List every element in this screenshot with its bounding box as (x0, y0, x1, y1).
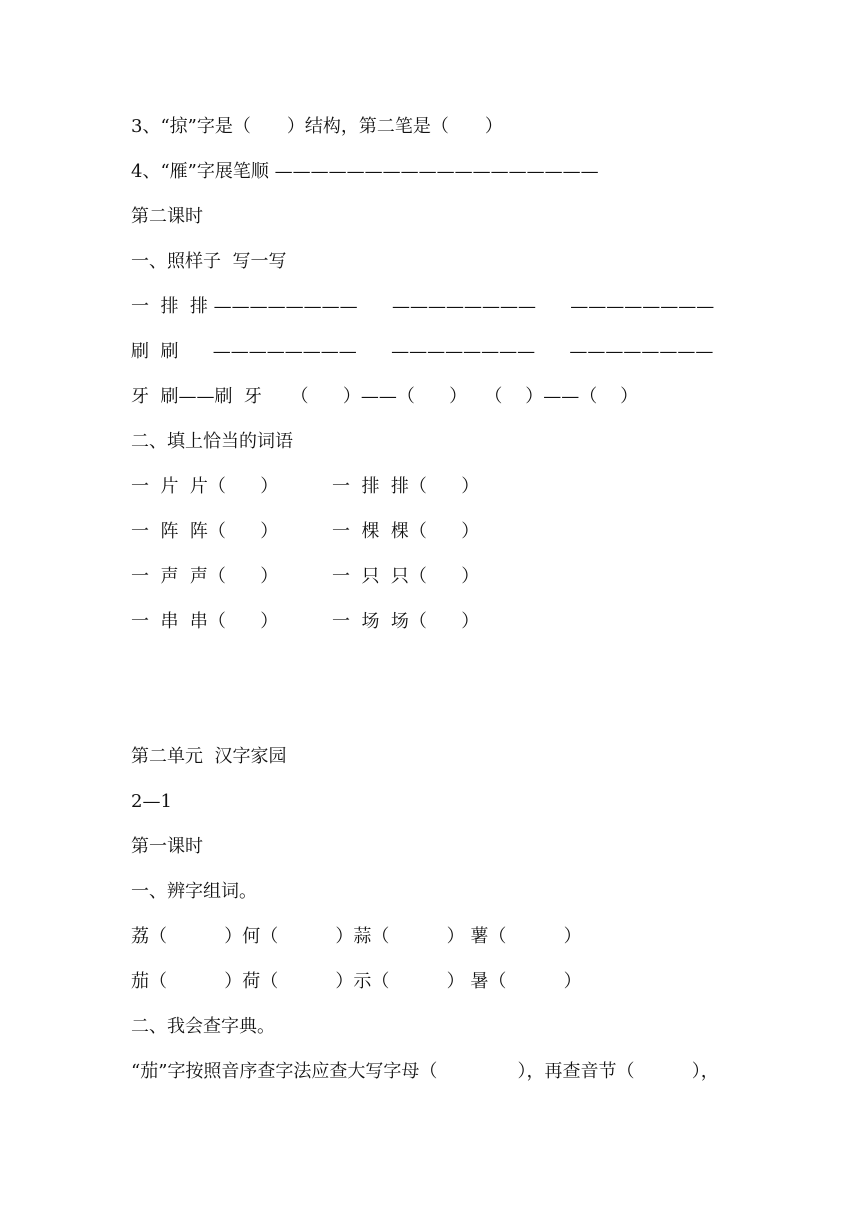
exercise-heading: 二、我会查字典。 (131, 1016, 275, 1037)
question-4: 4、“雁”字展笔顺 —————————————————— (131, 161, 599, 182)
fill-right: 一 场 场（ ） (332, 611, 480, 632)
lesson-code: 2—1 (131, 791, 172, 812)
exercise-heading: 一、辨字组词。 (131, 881, 257, 902)
lesson-title: 第二课时 (131, 206, 203, 227)
fill-left: 一 阵 阵（ ） (131, 521, 279, 542)
fill-right: 一 排 排（ ） (332, 476, 480, 497)
exercise-row: 牙 刷——刷 牙 （ ）——（ ） （ ）——（ ） (131, 386, 639, 407)
exercise-row: 刷 刷 ———————— ———————— ———————— (131, 341, 714, 362)
fill-right: 一 只 只（ ） (332, 566, 480, 587)
fill-right: 一 棵 棵（ ） (332, 521, 480, 542)
exercise-row: 荔（ ）何（ ）蒜（ ） 薯（ ） (131, 926, 582, 947)
exercise-heading: 一、照样子 写一写 (131, 251, 287, 272)
exercise-row: 茄（ ）荷（ ）示（ ） 暑（ ） (131, 971, 582, 992)
fill-left: 一 片 片（ ） (131, 476, 279, 497)
exercise-row: 一 排 排 ———————— ———————— ———————— (131, 296, 715, 317)
lesson-title: 第一课时 (131, 836, 203, 857)
exercise-text: “茄”字按照音序查字法应查大写字母（ ），再查音节（ ）， (131, 1061, 719, 1082)
question-3: 3、“掠”字是（ ）结构，第二笔是（ ） (131, 116, 503, 137)
fill-left: 一 声 声（ ） (131, 566, 279, 587)
fill-left: 一 串 串（ ） (131, 611, 279, 632)
exercise-heading: 二、填上恰当的词语 (131, 431, 293, 452)
unit-title: 第二单元 汉字家园 (131, 746, 287, 767)
